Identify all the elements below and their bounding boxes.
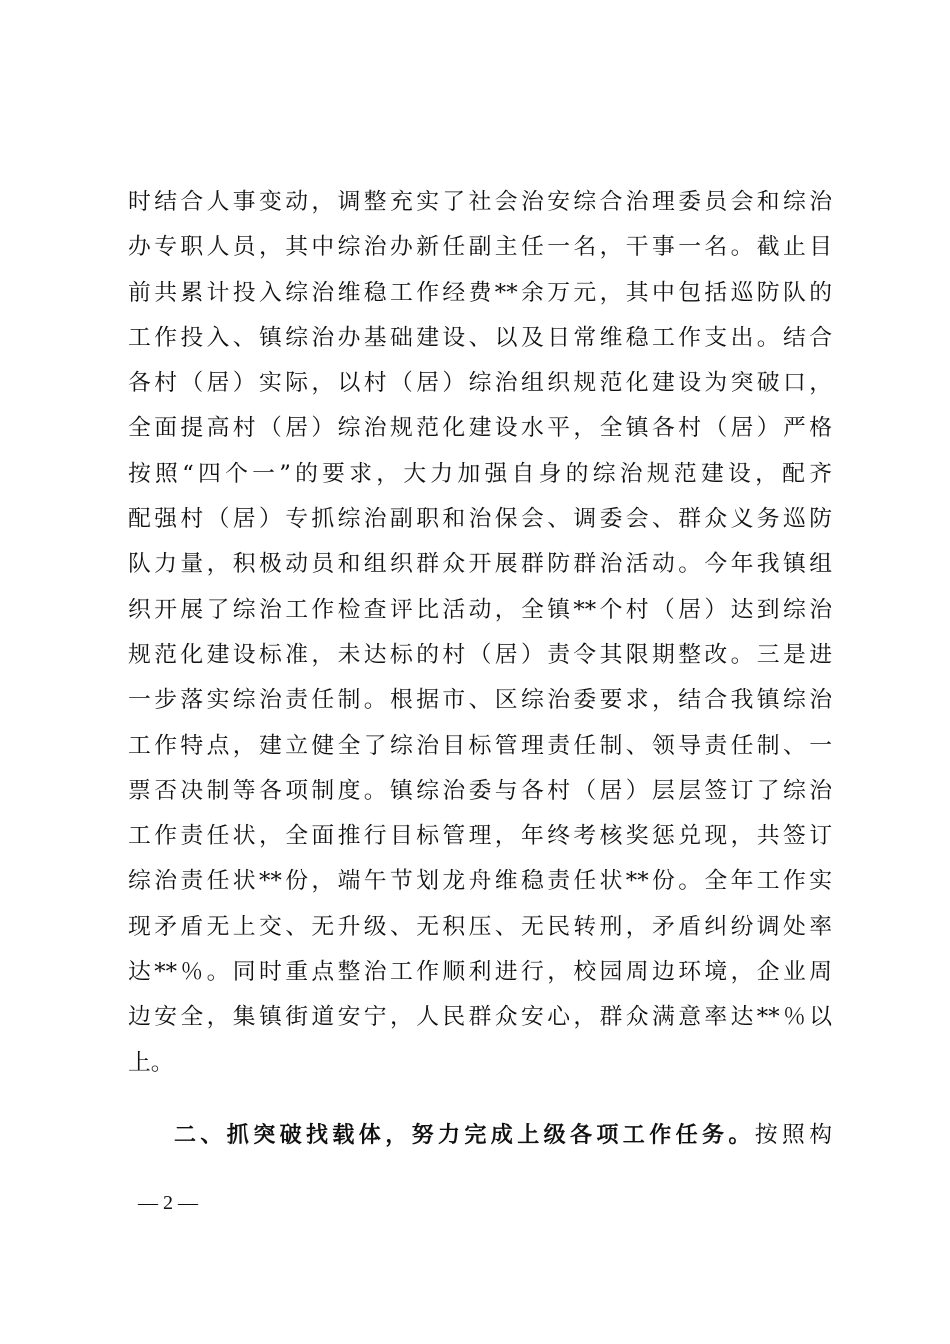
section-heading-line — [128, 1113, 832, 1158]
paragraph-line: 综治责任状**份，端午节划龙舟维稳责任状**份。全年工作实 — [128, 868, 832, 895]
paragraph-line: 配强村（居）专抓综治副职和治保会、调委会、群众义务巡防 — [128, 506, 832, 533]
paragraph-line: 现矛盾无上交、无升级、无积压、无民转刑，矛盾纠纷调处率 — [128, 913, 832, 940]
body-paragraph — [128, 180, 832, 1086]
section-heading-bold: 二、抓突破找载体，努力完成上级各项工作任务。 — [174, 1123, 755, 1148]
paragraph-line: 工作特点，建立健全了综治目标管理责任制、领导责任制、一 — [128, 732, 832, 759]
paragraph-line: 按照“四个一”的要求，大力加强自身的综治规范建设，配齐 — [128, 460, 832, 487]
paragraph-line: 工作投入、镇综治办基础建设、以及日常维稳工作支出。结合 — [128, 324, 832, 351]
paragraph-line: 规范化建设标准，未达标的村（居）责令其限期整改。三是进 — [128, 641, 832, 668]
paragraph-line: 全面提高村（居）综治规范化建设水平，全镇各村（居）严格 — [128, 415, 832, 442]
paragraph-line: 边安全，集镇街道安宁，人民群众安心，群众满意率达**％以 — [128, 1004, 832, 1031]
paragraph-line: 票否决制等各项制度。镇综治委与各村（居）层层签订了综治 — [128, 777, 832, 804]
paragraph-line: 时结合人事变动，调整充实了社会治安综合治理委员会和综治 — [128, 189, 832, 215]
paragraph-line: 一步落实综治责任制。根据市、区综治委要求，结合我镇综治 — [128, 687, 832, 714]
page-number: — 2 — — [138, 1192, 198, 1214]
paragraph-line: 工作责任状，全面推行目标管理，年终考核奖惩兑现，共签订 — [128, 823, 832, 850]
paragraph-line: 前共累计投入综治维稳工作经费**余万元，其中包括巡防队的 — [128, 279, 832, 306]
paragraph-line: 上。 — [128, 1049, 174, 1076]
paragraph-line: 达**％。同时重点整治工作顺利进行，校园周边环境，企业周 — [128, 959, 832, 986]
paragraph-line: 织开展了综治工作检查评比活动，全镇**个村（居）达到综治 — [128, 596, 832, 623]
section-heading-continuation: 按照构 — [754, 1122, 832, 1148]
paragraph-line: 各村（居）实际，以村（居）综治组织规范化建设为突破口， — [128, 370, 832, 397]
paragraph-line: 队力量，积极动员和组织群众开展群防群治活动。今年我镇组 — [128, 551, 832, 578]
paragraph-line: 办专职人员，其中综治办新任副主任一名，干事一名。截止目 — [128, 234, 832, 261]
